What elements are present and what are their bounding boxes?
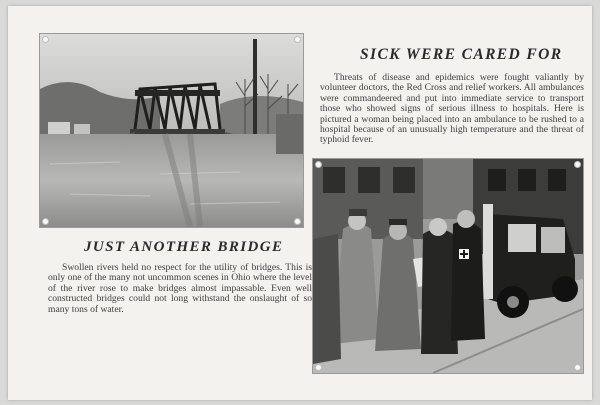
- photo-corner: [42, 218, 49, 225]
- ambulance-loading-photo: [312, 158, 584, 374]
- flooded-bridge-photo: [39, 33, 304, 228]
- photo-corner: [294, 36, 301, 43]
- section-heading-sick: SICK WERE CARED FOR: [360, 46, 563, 63]
- section-body-sick: Threats of disease and epidemics were fought valiantly by volunteer doctors, the Red Cross and relief workers. All ambulances were commandeered and put into immediate service to transport those who showed signs of serious illness to hospitals. Here is pictured a woman being placed into an ambulance to be rushed to a hospital because of an unusually high temperature and the threat of typhoid fever.: [320, 72, 584, 146]
- photo-corner: [315, 161, 322, 168]
- photo-corner: [294, 218, 301, 225]
- photo-corner: [42, 36, 49, 43]
- photo-corner: [315, 364, 322, 371]
- photo-corner: [574, 161, 581, 168]
- photo-corner: [574, 364, 581, 371]
- section-body-bridge: Swollen rivers held no respect for the utility of bridges. This is only one of the many not uncommon scenes in Ohio where the level of the river rose to make bridges almost impassable. Even well constructed bridges could not long withstand the onslaught of so many tons of water.: [48, 262, 312, 315]
- scrapbook-page: [8, 6, 592, 400]
- section-heading-bridge: JUST ANOTHER BRIDGE: [84, 239, 284, 255]
